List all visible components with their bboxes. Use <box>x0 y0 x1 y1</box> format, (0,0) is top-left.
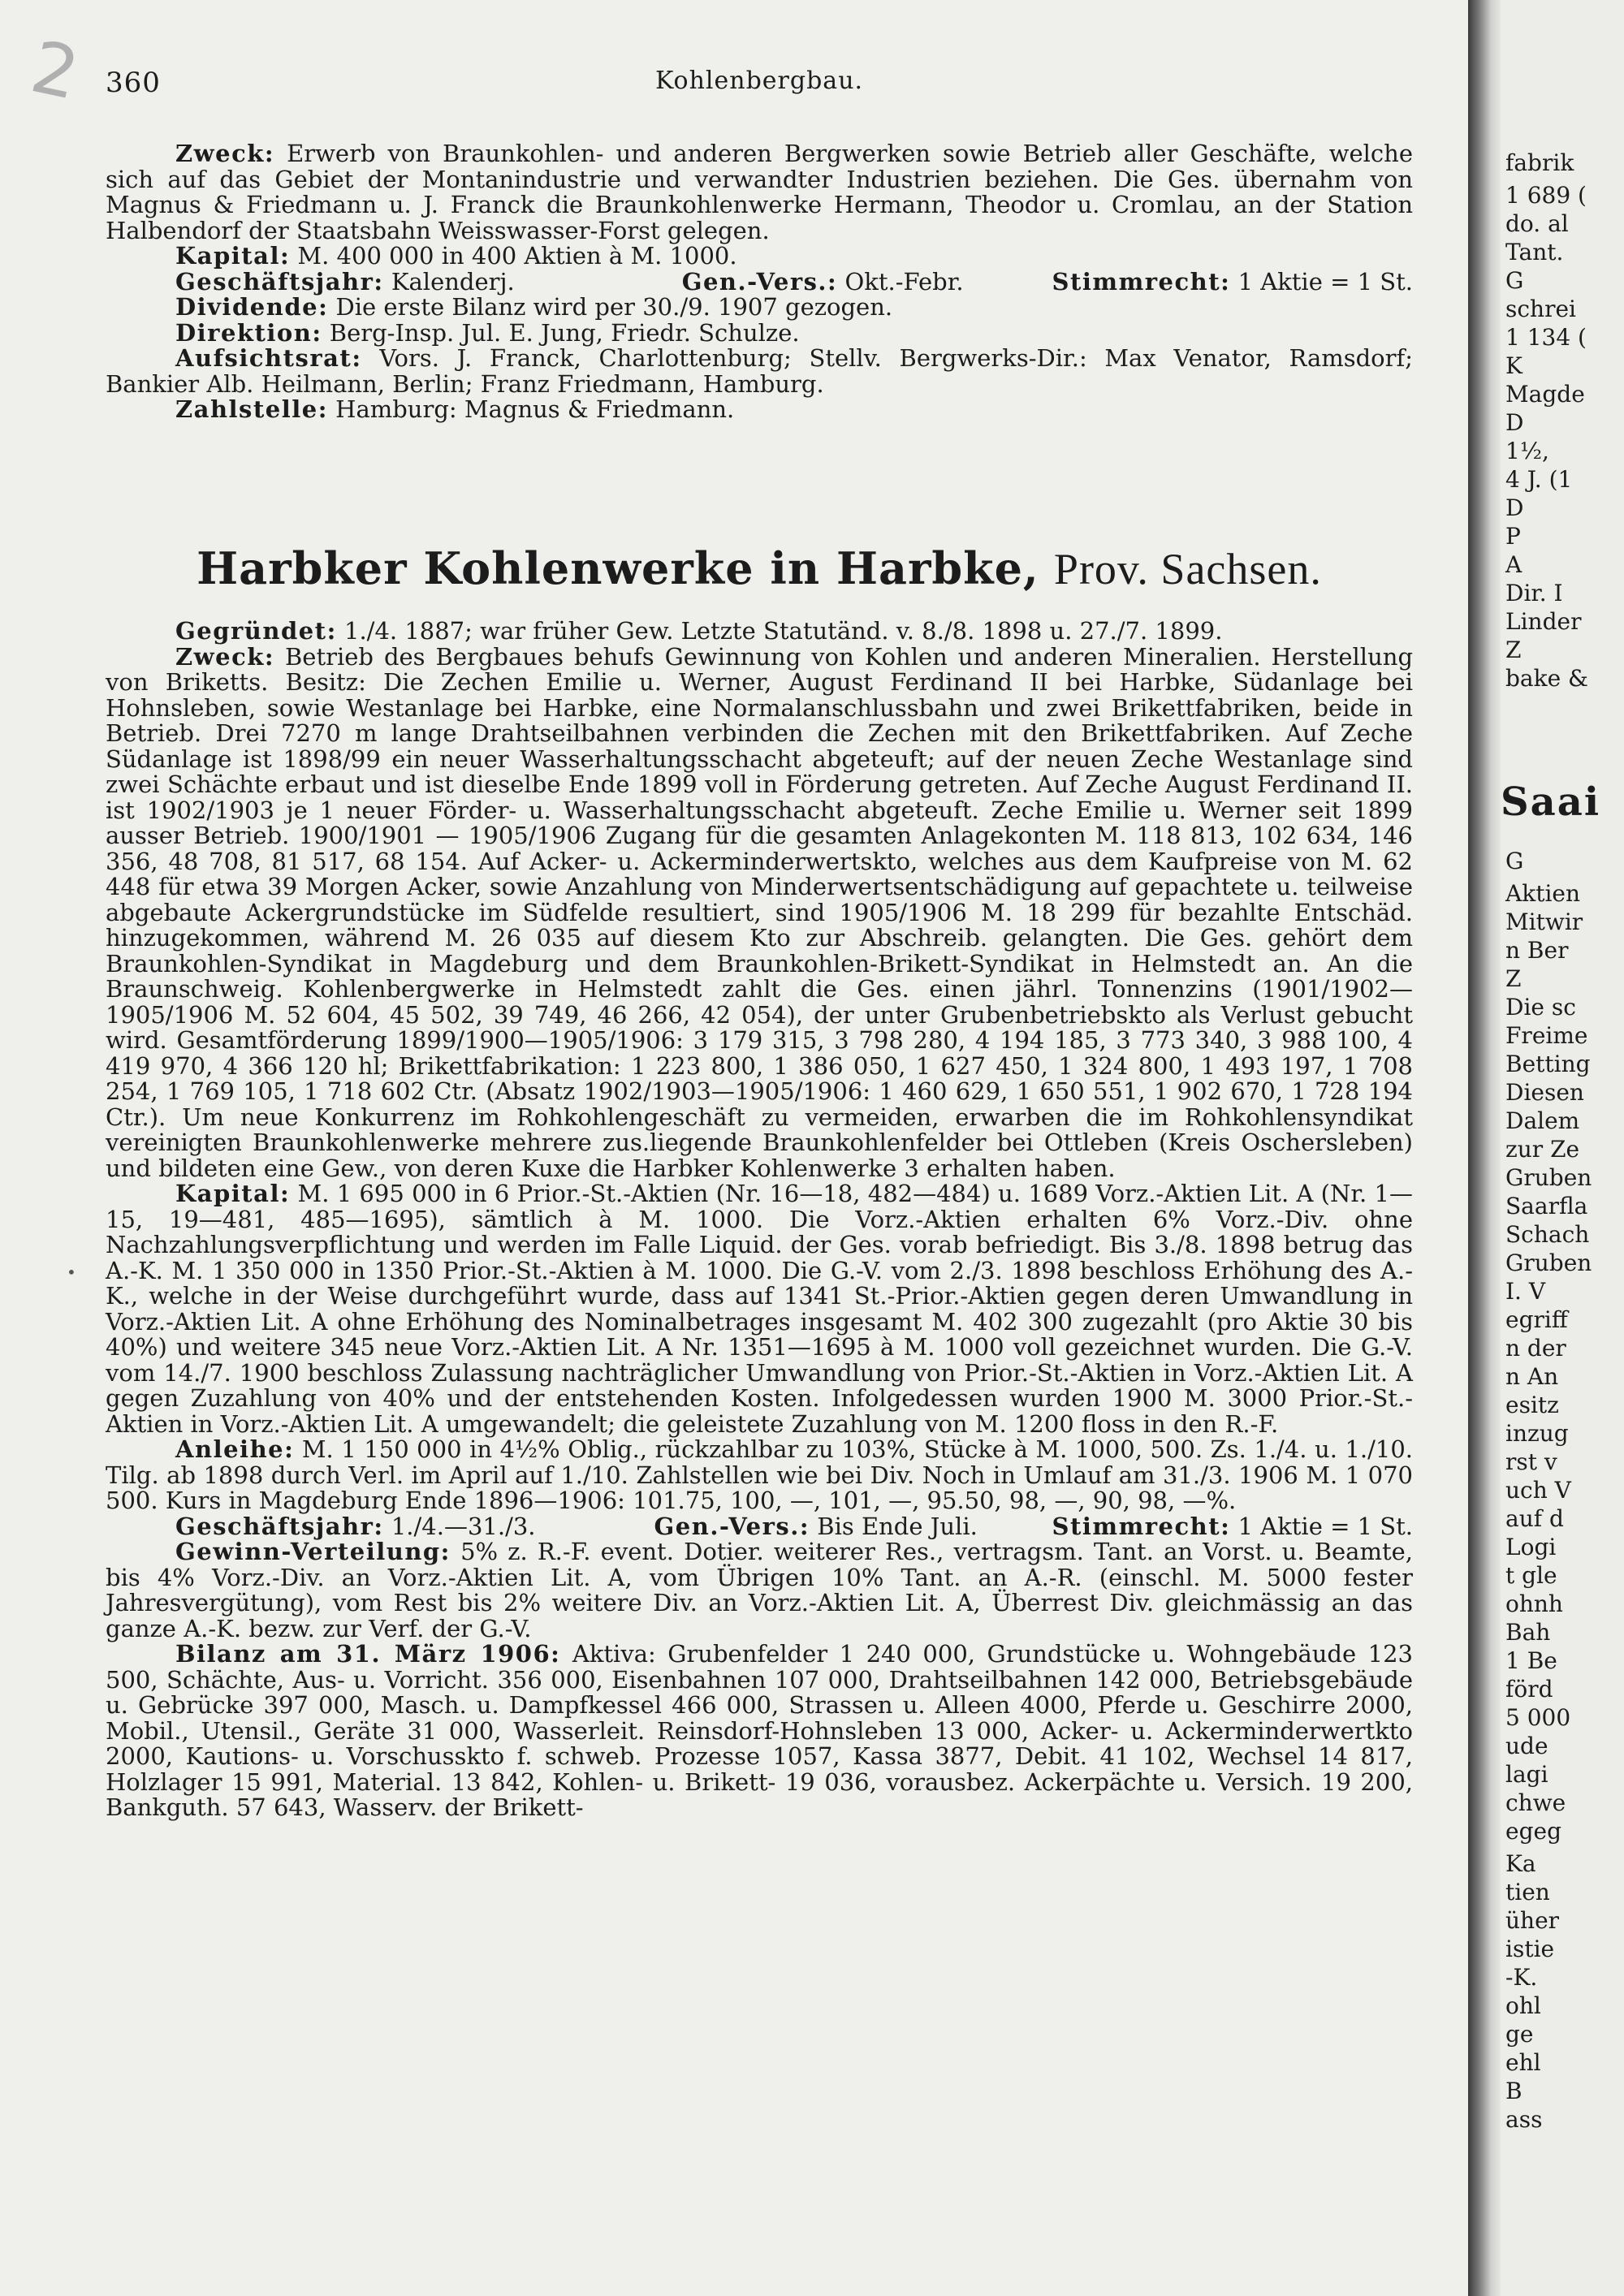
right-page-line: Aktien <box>1505 880 1580 907</box>
gj-label: Geschäftsjahr: <box>175 1512 384 1540</box>
right-page-line: Dir. I <box>1505 580 1563 606</box>
right-page-line: egriff <box>1505 1306 1568 1333</box>
right-page-line: zur Ze <box>1505 1136 1580 1163</box>
entry-2-gewinn-verteilung <box>106 1539 1413 1642</box>
right-page-line: t gle <box>1505 1562 1557 1589</box>
gv-label: Gen.-Vers.: <box>654 1512 810 1540</box>
right-page-line: Ka <box>1505 1850 1536 1877</box>
right-page-fragment <box>1501 0 1624 2296</box>
right-page-line: ohl <box>1505 1992 1541 2019</box>
right-page-line: Z <box>1505 965 1522 992</box>
entry-2-geschaeftsjahr <box>106 1514 1413 1540</box>
ar-text: Vors. J. Franck, Charlottenburg; Stellv. Bergwerks-Dir.: Max Venator, Ramsdorf; Bankier Alb. Heilmann, Berlin; Franz Friedmann, Hamburg. <box>106 344 1414 398</box>
zs-text: Hamburg: Magnus & Friedmann. <box>335 395 735 423</box>
entry-1-zweck <box>106 141 1413 244</box>
book-gutter <box>1468 0 1501 2296</box>
right-page-line: auf d <box>1505 1505 1564 1532</box>
right-page-line: A <box>1505 551 1522 578</box>
zweck-text: Erwerb von Braunkohlen- und anderen Bergwerken sowie Betrieb aller Geschäfte, welche sich auf das Gebiet der Montanindustrie und verwandter Industrien beziehen. Die Ges. übernahm von Magnus & Friedmann u. J. Franck die Braunkohlenwerke Hermann, Theodor u. Cromlau, an der Station Halbendorf der Staatsbahn Weisswasser-Forst gelegen. <box>106 140 1414 244</box>
gewinn-text: 5% z. R.-F. event. Dotier. weiterer Res., vertragsm. Tant. an Vorst. u. Beamte, bis 4% Vorz.-Div. an Vorz.-Aktien Lit. A, vom Übrigen 10% Tant. an A.-R. (einschl. M. 5000 fester Jahresvergütung), vom Rest bis 2% weitere Div. an Vorz.-Aktien Lit. A, Überrest Div. gleichmässig an das ganze A.-K. bezw. zur Verf. der G.-V. <box>106 1538 1414 1642</box>
sr-text: 1 Aktie = 1 St. <box>1237 1512 1413 1540</box>
entry-1-kapital <box>106 244 1413 270</box>
right-page-line: 1 689 ( <box>1505 182 1587 209</box>
dir-label: Direktion: <box>175 318 322 347</box>
right-page-line: Freime <box>1505 1022 1588 1049</box>
entry-1-aufsichtsrat <box>106 346 1413 397</box>
right-page-line: Die sc <box>1505 994 1576 1021</box>
entry-2-bilanz <box>106 1642 1413 1821</box>
right-page-line: Betting <box>1505 1051 1591 1077</box>
right-page-line: K <box>1505 352 1522 379</box>
right-page-line: -K. <box>1505 1964 1538 1991</box>
right-page-line: 4 J. (1 <box>1505 466 1573 493</box>
right-page-line: Tant. <box>1505 239 1564 265</box>
page-header <box>106 67 1413 107</box>
anleihe-label: Anleihe: <box>175 1435 295 1463</box>
page-number: 360 <box>106 67 161 99</box>
company-title <box>106 540 1413 598</box>
right-page-line: n Ber <box>1505 937 1569 964</box>
right-page-line: G <box>1505 267 1524 294</box>
right-page-line: P <box>1505 523 1521 550</box>
right-page-line: förd <box>1505 1676 1553 1703</box>
margin-dot: • <box>67 1262 76 1282</box>
sr-label: Stimmrecht: <box>1052 267 1231 296</box>
right-page-line: lagi <box>1505 1761 1548 1788</box>
zs-label: Zahlstelle: <box>175 395 328 423</box>
right-page-line: Diesen <box>1505 1079 1584 1106</box>
right-page-line: chwe <box>1505 1789 1566 1816</box>
entry-2-gegruendet <box>106 619 1413 645</box>
bilanz-text: Aktiva: Grubenfelder 1 240 000, Grundstücke u. Wohngebäude 123 500, Schächte, Aus- u. Vorricht. 356 000, Eisenbahnen 107 000, Drahtseilbahnen 142 000, Betriebsgebäude u. Gebrücke 397 000, Masch. u. Dampfkessel 466 000, Strassen u. Alleen 4000, Pferde u. Geschirre 2000, Mobil., Utensil., Geräte 31 000, Wasserleit. Reinsdorf-Hohnsleben 13 000, Acker- u. Ackerminderwertkto 2000, Kautions- u. Vorschusskto f. schweb. Prozesse 1057, Kassa 3877, Debit. 41 102, Wechsel 14 817, Holzlager 15 991, Material. 13 842, Kohlen- u. Brikett- 19 036, vorausbez. Ackerpächte u. Versich. 19 200, Bankguth. 57 643, Wasserv. der Brikett- <box>106 1640 1413 1821</box>
right-page-line: esitz <box>1505 1392 1559 1418</box>
right-page-line: Gruben <box>1505 1249 1592 1276</box>
zweck-label: Zweck: <box>175 642 275 671</box>
right-page-heading: Saai <box>1501 779 1601 825</box>
gewinn-label: Gewinn-Verteilung: <box>175 1538 451 1565</box>
entry-1-direktion <box>106 318 1413 347</box>
right-page-line: fabrik <box>1505 149 1574 176</box>
company-region: Prov. Sachsen. <box>1053 545 1322 593</box>
right-page-line: ude <box>1505 1733 1548 1759</box>
kapital-label: Kapital: <box>175 1180 291 1207</box>
bilanz-label: Bilanz am 31. März 1906: <box>175 1640 561 1668</box>
div-label: Dividende: <box>175 293 329 321</box>
right-page-line: n der <box>1505 1335 1566 1362</box>
right-page-line: Saarfla <box>1505 1193 1588 1219</box>
gj-text: 1./4.—31./3. <box>391 1512 536 1540</box>
right-page-line: rst v <box>1505 1448 1557 1475</box>
entry-1-geschaeftsjahr <box>106 267 1413 296</box>
right-page-line: Gruben <box>1505 1164 1592 1191</box>
entry-1-dividende <box>106 295 1413 321</box>
entry-2-zweck <box>106 642 1414 1182</box>
right-page-line: B <box>1505 2078 1522 2104</box>
right-page-line: 5 000 <box>1505 1704 1571 1731</box>
right-page-line: Logi <box>1505 1534 1557 1560</box>
gv-text: Bis Ende Juli. <box>817 1512 978 1540</box>
right-page-line: schrei <box>1505 296 1576 322</box>
right-page-line: ehl <box>1505 2049 1541 2076</box>
div-text: Die erste Bilanz wird per 30./9. 1907 gezogen. <box>335 293 893 321</box>
right-page-line: ass <box>1505 2106 1543 2133</box>
entry-2-kapital <box>106 1181 1413 1437</box>
kapital-text: M. 1 695 000 in 6 Prior.-St.-Aktien (Nr. 16—18, 482—484) u. 1689 Vorz.-Aktien Lit. A (Nr. 1—15, 19—481, 485—1695), sämtlich à M. 1000. Die Vorz.-Aktien erhalten 6% Vorz.-Div. ohne Nachzahlungsverpflichtung und werden im Falle Liquid. der Ges. vorab befriedigt. Bis 3./8. 1898 betrug das A.-K. M. 1 350 000 in 1350 Prior.-St.-Aktien à M. 1000. Die G.-V. vom 2./3. 1898 beschloss Erhöhung des A.-K., welche in der Weise durchgeführt wurde, dass auf 1341 St.-Prior.-Aktien gegen deren Umwandlung in Vorz.-Aktien Lit. A ohne Erhöhung des Nominalbetrages insgesamt M. 402 300 zugezahlt (pro Aktie 30 bis 40%) und weitere 345 neue Vorz.-Aktien Lit. A Nr. 1351—1695 à M. 1000 voll gezeichnet wurden. Die G.-V. vom 14./7. 1900 beschloss Zulassung nachträglicher Umwandlung von Prior.-St.-Aktien in Vorz.-Aktien Lit. A gegen Zuzahlung von 40% und der entstehenden Kosten. Infolgedessen wurden 1900 M. 3000 Prior.-St.-Aktien in Vorz.-Aktien Lit. A umgewandelt; die geleistete Zuzahlung von M. 1200 floss in den R.-F. <box>106 1180 1414 1438</box>
right-page-line: D <box>1505 409 1524 436</box>
dir-text: Berg-Insp. Jul. E. Jung, Friedr. Schulze. <box>329 318 800 347</box>
gegr-text: 1./4. 1887; war früher Gew. Letzte Statutänd. v. 8./8. 1898 u. 27./7. 1899. <box>344 617 1223 645</box>
right-page-line: 1 134 ( <box>1505 324 1587 351</box>
company-name: Harbker Kohlenwerke in Harbke, <box>197 542 1039 594</box>
entry-1-body <box>106 141 1413 423</box>
entry-2-body <box>106 619 1413 1821</box>
gv-text: Okt.-Febr. <box>844 267 964 296</box>
entry-2-anleihe <box>106 1437 1413 1514</box>
right-page-line: do. al <box>1505 210 1569 237</box>
right-page-line: D <box>1505 494 1524 521</box>
right-page-line: I. V <box>1505 1278 1546 1305</box>
right-page-line: üher <box>1505 1907 1560 1934</box>
right-page-line: ohnh <box>1505 1590 1563 1617</box>
right-page-line: ge <box>1505 2021 1534 2048</box>
zweck-label: Zweck: <box>175 140 275 167</box>
right-page-line: G <box>1505 848 1524 874</box>
right-page-line: bake & <box>1505 665 1588 692</box>
right-page-line: 1½, <box>1505 438 1549 464</box>
sr-text: 1 Aktie = 1 St. <box>1237 267 1413 296</box>
right-page-line: 1 Be <box>1505 1647 1557 1674</box>
right-page-line: uch V <box>1505 1477 1571 1504</box>
right-page-line: tien <box>1505 1879 1550 1905</box>
ar-label: Aufsichtsrat: <box>175 344 362 372</box>
right-page-line: n An <box>1505 1363 1559 1390</box>
right-page-line: Magde <box>1505 381 1585 408</box>
right-page-line: Bah <box>1505 1619 1551 1646</box>
kapital-text: M. 400 000 in 400 Aktien à M. 1000. <box>297 242 737 270</box>
right-page-line: Z <box>1505 637 1522 663</box>
gegr-label: Gegründet: <box>175 617 337 645</box>
right-page-line: istie <box>1505 1936 1555 1962</box>
sr-label: Stimmrecht: <box>1052 1512 1231 1540</box>
right-page-line: inzug <box>1505 1420 1569 1447</box>
gj-label: Geschäftsjahr: <box>175 267 384 296</box>
right-page-line: egeg <box>1505 1818 1561 1845</box>
gj-text: Kalenderj. <box>391 267 515 296</box>
gv-label: Gen.-Vers.: <box>681 267 838 296</box>
anleihe-text: M. 1 150 000 in 4½% Oblig., rückzahlbar zu 103%, Stücke à M. 1000, 500. Zs. 1./4. u. 1./10. Tilg. ab 1898 durch Verl. im April auf 1./10. Zahlstellen wie bei Div. Noch in Umlauf am 31./3. 1906 M. 1 070 500. Kurs in Magdeburg Ende 1896—1906: 101.75, 100, —, 101, —, 95.50, 98, —, 90, 98, —%. <box>106 1435 1414 1514</box>
kapital-label: Kapital: <box>175 242 291 270</box>
zweck-text: Betrieb des Bergbaues behufs Gewinnung von Kohlen und anderen Mineralien. Herstellung von Briketts. Besitz: Die Zechen Emilie u. Werner, August Ferdinand II bei Harbke, Südanlage bei Hohnsleben, sowie Westanlage bei Harbke, eine Normalanschlussbahn und zwei Brikettfabriken, beide in Betrieb. Drei 7270 m lange Drahtseilbahnen verbinden die Zechen mit den Brikettfabriken. Auf Zeche Südanlage ist 1898/99 ein neuer Wasserhaltungsschacht abgeteuft; auf der neuen Zeche Westanlage sind zwei Schächte erbaut und ist dieselbe Ende 1899 voll in Förderung getreten. Auf Zeche August Ferdinand II. ist 1902/1903 je 1 neuer Förder- u. Wasserhaltungsschacht abgeteuft. Zeche Emilie u. Werner seit 1899 ausser Betrieb. 1900/1901 — 1905/1906 Zugang für die gesamten Anlagekonten M. 118 813, 102 634, 146 356, 48 708, 81 517, 68 154. Auf Acker- u. Ackerminderwertskto, welches aus dem Kaufpreise von M. 62 448 für etwa 39 Morgen Acker, sowie Anzahlung von Minderwertsentschädigung auf gepachtete u. teilweise abgebaute Ackergrundstücke im Südfelde resultiert, sind 1905/1906 M. 18 299 für bezahlte Entschäd. hinzugekommen, während M. 26 035 auf diesem Kto zur Abschreib. gelangten. Die Ges. gehört dem Braunkohlen-Syndikat in Magdeburg und dem Braunkohlen-Brikett-Syndikat in Helmstedt an. An die Braunschweig. Kohlenbergwerke in Helmstedt zahlt die Ges. einen jährl. Tonnenzins (1901/1902—1905/1906 M. 52 604, 45 502, 39 749, 46 266, 42 054), der unter Grubenbetriebskto als Verlust gebucht wird. Gesamtförderung 1899/1900—1905/1906: 3 179 315, 3 798 280, 4 194 185, 3 773 340, 3 988 100, 4 419 970, 4 366 120 hl; Brikettfabrikation: 1 223 800, 1 386 050, 1 627 450, 1 324 800, 1 493 197, 1 708 254, 1 769 105, 1 718 602 Ctr. (Absatz 1902/1903—1905/1906: 1 460 629, 1 650 551, 1 902 670, 1 728 194 Ctr.). Um neue Konkurrenz im Rohkohlengeschäft zu vermeiden, erwarben die im Rohkohlensyndikat vereinigten Braunkohlenwerke mehrere zus.liegende Braunkohlenfelder bei Ottleben (Kreis Oschersleben) und bildeten eine Gew., von deren Kuxe die Harbker Kohlenwerke 3 erhalten haben. <box>106 642 1414 1182</box>
pencil-page-mark: 2 <box>24 24 87 116</box>
running-head: Kohlenbergbau. <box>654 67 864 95</box>
entry-1-zahlstelle <box>106 397 1413 423</box>
right-page-line: Schach <box>1505 1221 1590 1248</box>
right-page-line: Linder <box>1505 608 1582 635</box>
right-page-line: Dalem <box>1505 1107 1580 1134</box>
right-page-line: Mitwir <box>1505 908 1583 935</box>
